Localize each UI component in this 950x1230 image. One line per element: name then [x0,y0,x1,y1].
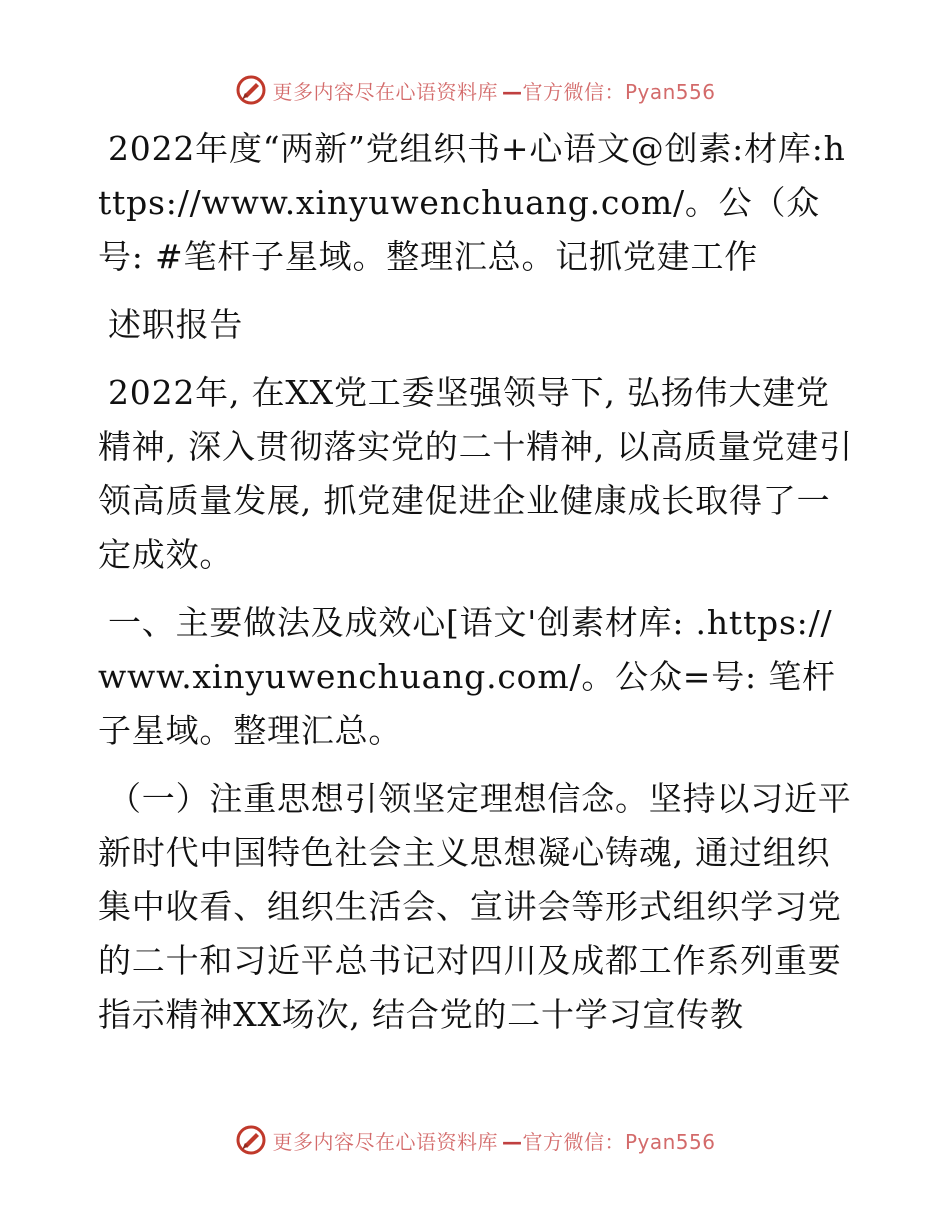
paragraph-section-1: （一）注重思想引领坚定理想信念。坚持以习近平新时代中国特色社会主义思想凝心铸魂, 通过组织集中收看、组织生活会、宣讲会等形式组织学习党的二十和习近平总书记对四川及成都工作系列重要指示精神XX场次, 结合党的二十学习宣传教 [98,779,852,1034]
footer-watermark [0,1120,950,1160]
brand-logo-icon [234,73,268,107]
header-watermark [0,70,950,110]
paragraph-subtitle: 述职报告 [108,305,244,344]
paragraph-title: 2022年度“两新”党组织书+心语文@创素:材库:https://www.xinyuwenchuang.com/。公（众号: #笔杆子星域。整理汇总。记抓党建工作 [98,129,846,276]
section-heading: 一、主要做法及成效心[语文'创素材库: .https://www.xinyuwenchuang.com/。公众=号: 笔杆子星域。整理汇总。 [98,603,836,750]
paragraph-intro: 2022年, 在XX党工委坚强领导下, 弘扬伟大建党精神, 深入贯彻落实党的二十精神, 以高质量党建引领高质量发展, 抓党建促进企业健康成长取得了一定成效。 [98,373,853,574]
watermark-text: 更多内容尽在心语资料库 —官方微信：Pyan556 [272,1129,716,1154]
brand-logo-icon [234,1123,268,1157]
document-body [98,122,858,1056]
watermark-text: 更多内容尽在心语资料库 —官方微信：Pyan556 [272,79,716,104]
